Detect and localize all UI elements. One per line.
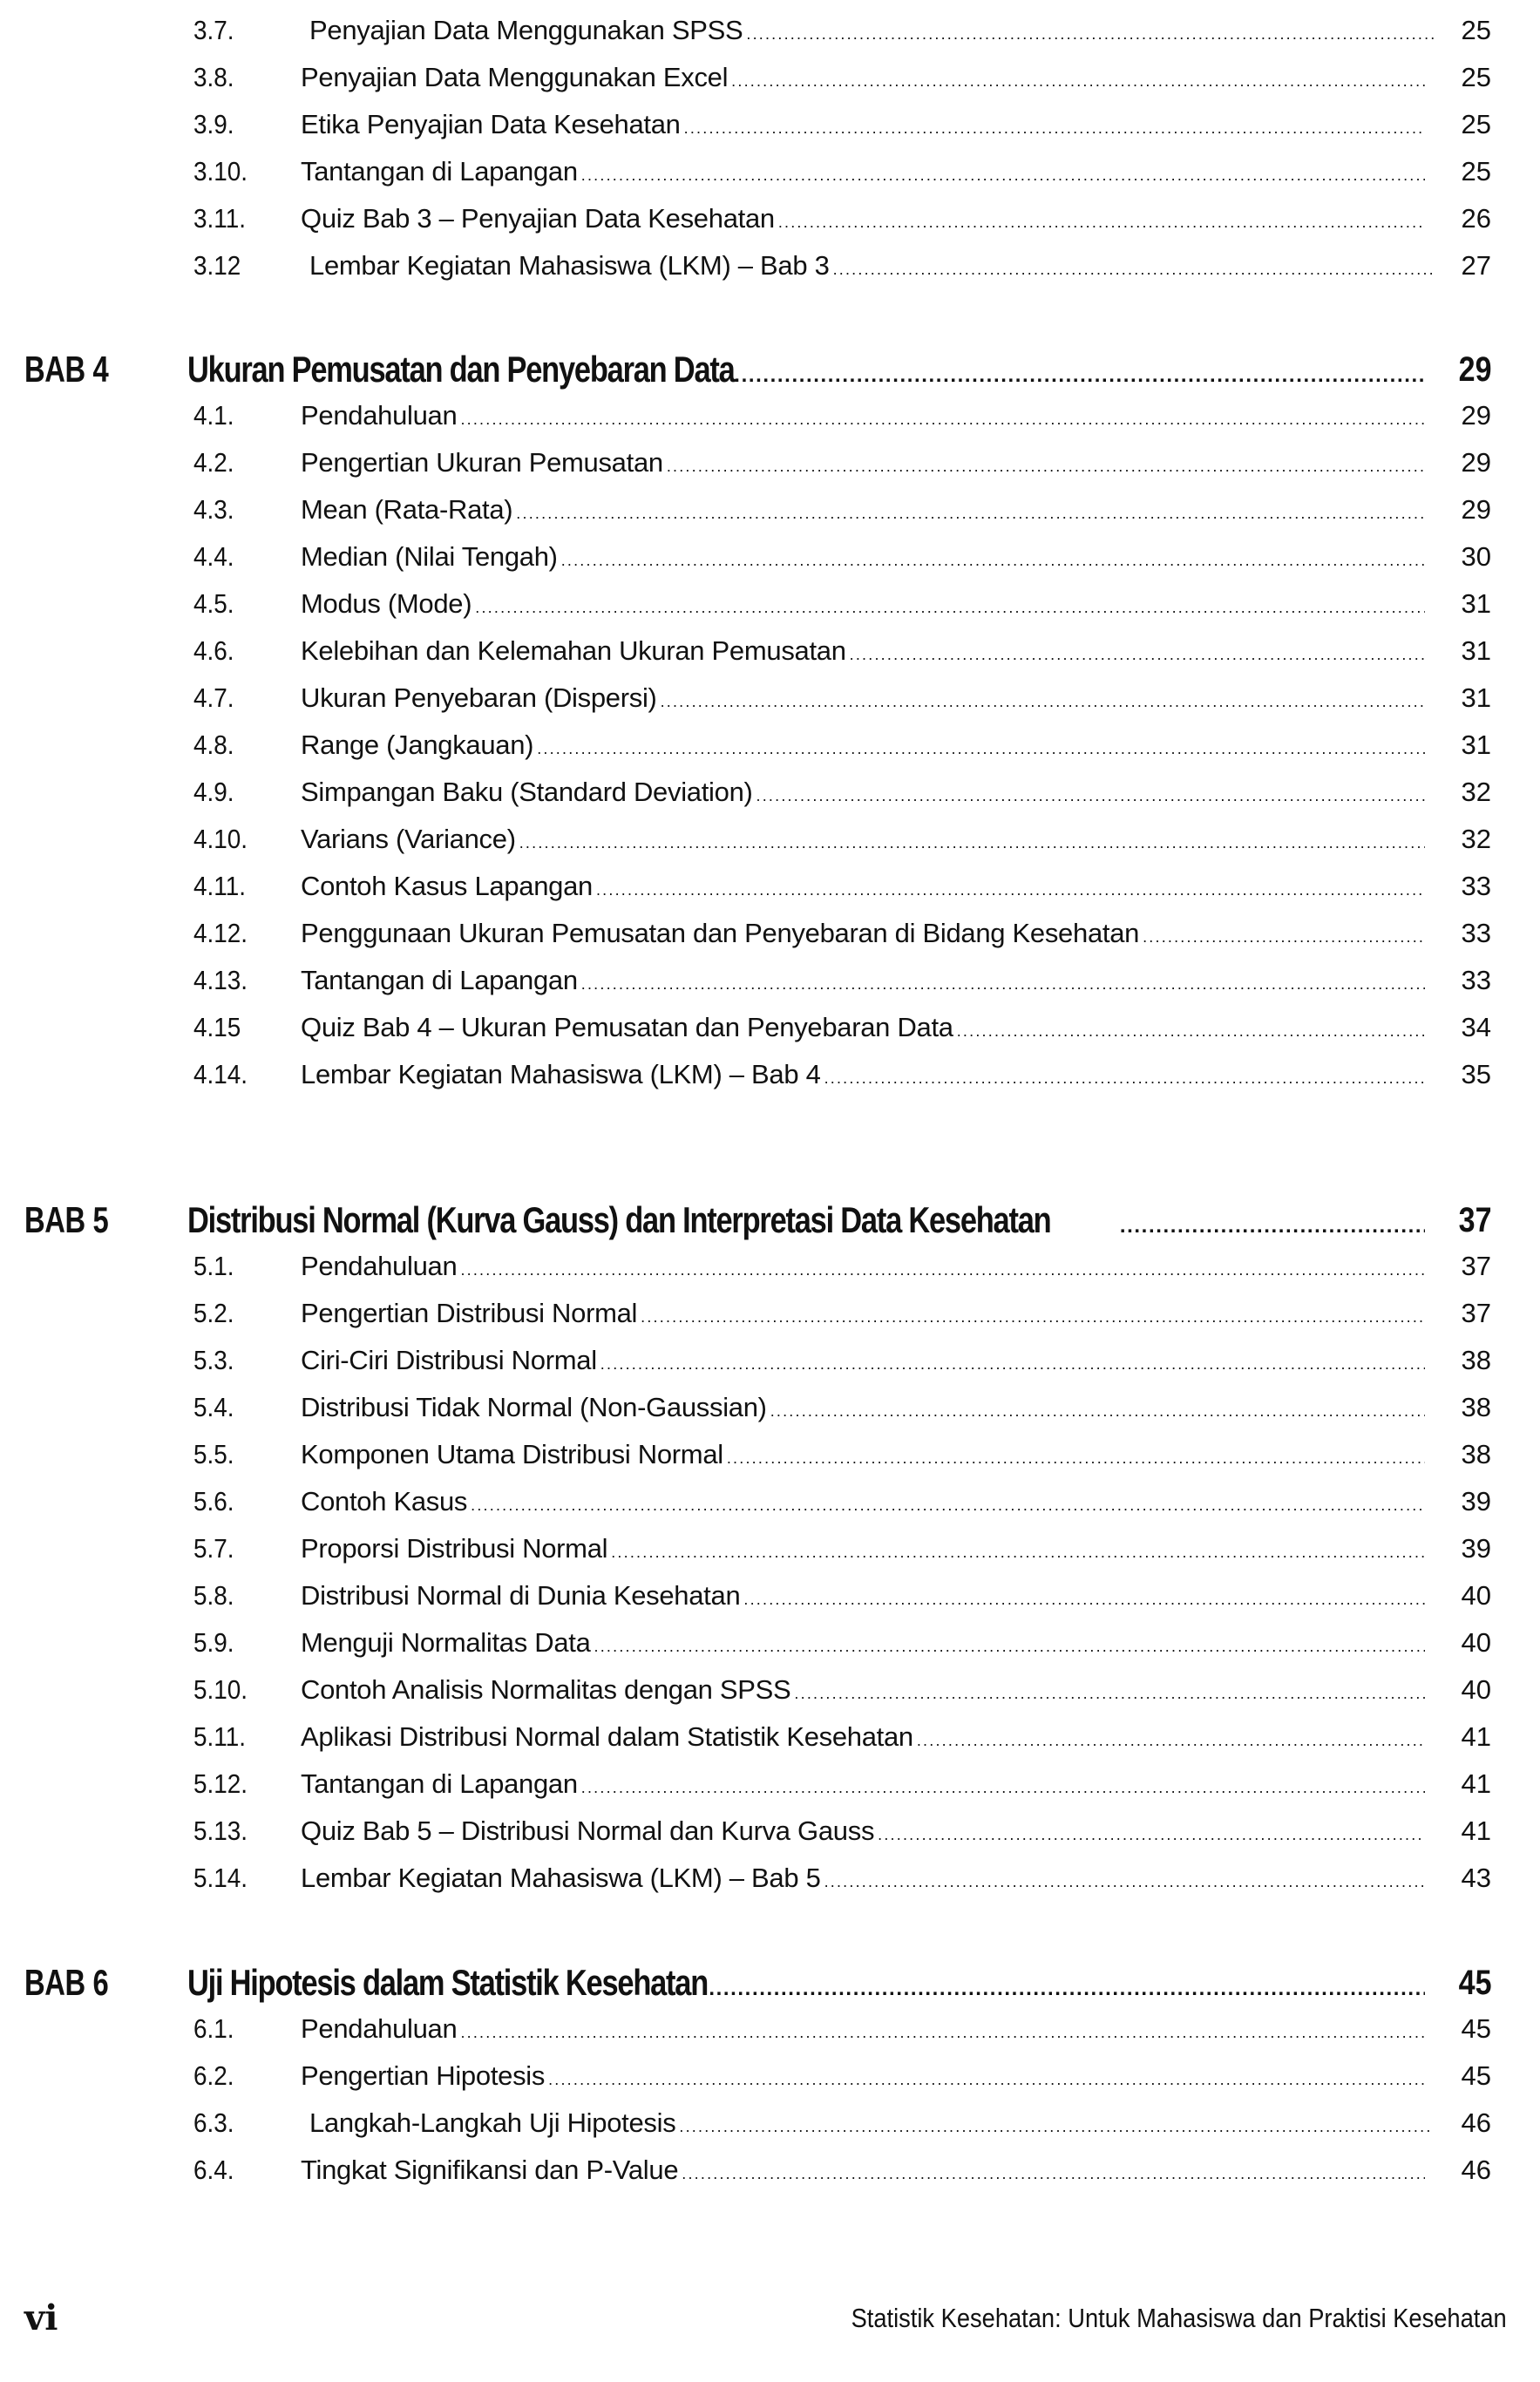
section-number: 4.11. [193,871,246,901]
section-title: Pengertian Hipotesis [301,2060,546,2091]
dot-leader [727,1435,1425,1478]
section-title: Distribusi Normal di Dunia Kesehatan [301,1580,741,1611]
section-page-number: 30 [1461,541,1491,572]
section-page-number: 41 [1461,1721,1491,1752]
section-number: 4.1. [193,400,234,431]
section-leader [301,816,1425,863]
section-title: Tantangan di Lapangan [301,1768,578,1799]
section-leader [301,1808,1425,1855]
section-page-number: 32 [1461,824,1491,854]
section-page-number: 27 [1461,250,1491,281]
toc-entry[interactable] [0,1478,1540,1525]
section-number: 3.9. [193,109,234,139]
section-leader [301,1478,1425,1525]
section-leader [301,195,1425,242]
dot-leader [957,1008,1425,1051]
section-leader [301,1290,1425,1337]
dot-leader [794,1670,1425,1714]
dot-leader [679,2103,1434,2147]
chapter-leader [187,342,1425,397]
dot-leader [878,1811,1425,1855]
dot-leader [581,152,1425,195]
toc-entry[interactable] [0,1431,1540,1478]
section-leader [301,722,1425,769]
dot-leader [682,2150,1425,2194]
toc-entry[interactable] [0,1051,1540,1098]
dot-leader [548,2056,1425,2100]
toc-entry[interactable] [0,392,1540,439]
section-title: Kelebihan dan Kelemahan Ukuran Pemusatan [301,635,846,666]
section-number: 5.9. [193,1627,234,1658]
section-title: Etika Penyajian Data Kesehatan [301,109,681,139]
section-number: 5.14. [193,1863,248,1893]
dot-leader [824,1055,1425,1098]
section-page-number: 25 [1461,15,1491,45]
section-title: Pengertian Distribusi Normal [301,1298,638,1328]
section-number: 4.12. [193,918,248,948]
section-title: Pendahuluan [301,1251,458,1281]
section-title: Pendahuluan [301,400,458,431]
chapter-title: Uji Hipotesis dalam Statistik Kesehatan [187,1962,709,2003]
dot-leader [1120,1198,1425,1248]
toc-entry[interactable] [0,816,1540,863]
section-number: 3.12 [193,250,241,281]
section-leader [301,1431,1425,1478]
section-page-number: 39 [1461,1533,1491,1564]
dot-leader [516,490,1425,533]
section-page-number: 37 [1461,1298,1491,1328]
section-number: 6.1. [193,2013,234,2044]
section-title: Contoh Analisis Normalitas dengan SPSS [301,1674,791,1705]
section-title: Tantangan di Lapangan [301,965,578,995]
section-number: 4.3. [193,494,234,525]
dot-leader [756,772,1425,816]
toc-entry[interactable] [0,195,1540,242]
section-title: Quiz Bab 4 – Ukuran Pemusatan dan Penyebaran Data [301,1012,953,1042]
section-leader [301,1855,1425,1902]
section-title: Langkah-Langkah Uji Hipotesis [309,2107,676,2138]
section-page-number: 38 [1461,1439,1491,1469]
section-page-number: 39 [1461,1486,1491,1517]
section-leader [301,54,1425,101]
section-title: Lembar Kegiatan Mahasiswa (LKM) – Bab 5 [301,1863,821,1893]
section-title: Contoh Kasus [301,1486,468,1517]
section-page-number: 31 [1461,635,1491,666]
toc-entry[interactable] [0,2100,1540,2147]
section-title: Varians (Variance) [301,824,516,854]
section-leader [301,2147,1425,2194]
section-page-number: 46 [1461,2155,1491,2185]
section-title: Quiz Bab 3 – Penyajian Data Kesehatan [301,203,775,234]
section-page-number: 33 [1461,918,1491,948]
section-leader [301,910,1425,957]
chapter-label: BAB 5 [24,1199,109,1240]
dot-leader [537,725,1425,769]
section-leader [301,533,1425,580]
section-page-number: 35 [1461,1059,1491,1089]
dot-leader [778,199,1425,242]
section-page-number: 26 [1461,203,1491,234]
dot-leader [561,537,1425,580]
section-number: 5.11. [193,1721,246,1752]
dot-leader [917,1717,1425,1761]
section-leader [301,1051,1425,1098]
section-number: 4.13. [193,965,248,995]
toc-entry[interactable] [0,148,1540,195]
section-page-number: 40 [1461,1674,1491,1705]
section-number: 5.7. [193,1533,234,1564]
section-page-number: 37 [1461,1251,1491,1281]
toc-entry[interactable] [0,2147,1540,2194]
section-number: 5.8. [193,1580,234,1611]
footer-page-number: vi [24,2297,58,2338]
section-leader [301,863,1425,910]
section-title: Simpangan Baku (Standard Deviation) [301,777,753,807]
section-title: Lembar Kegiatan Mahasiswa (LKM) – Bab 3 [309,250,830,281]
footer-book-title: Statistik Kesehatan: Untuk Mahasiswa dan Praktisi Kesehatan [851,2303,1507,2333]
section-page-number: 46 [1461,2107,1491,2138]
toc-entry[interactable] [0,580,1540,628]
section-leader [301,1572,1425,1619]
section-title: Penyajian Data Menggunakan Excel [301,62,729,92]
toc-entry[interactable] [0,533,1540,580]
section-number: 3.10. [193,156,248,187]
toc-entry[interactable] [0,54,1540,101]
dot-leader [460,2009,1425,2053]
dot-leader [731,58,1425,101]
dot-leader [850,631,1425,675]
section-title: Penyajian Data Menggunakan SPSS [309,15,743,45]
section-leader [301,1714,1425,1761]
section-number: 4.5. [193,588,234,619]
dot-leader [611,1529,1425,1572]
section-page-number: 33 [1461,871,1491,901]
toc-entry[interactable] [0,242,1540,289]
section-title: Ciri-Ciri Distribusi Normal [301,1345,597,1375]
dot-leader [581,1764,1425,1808]
chapter-page-number: 37 [1458,1201,1491,1239]
section-number: 5.12. [193,1768,248,1799]
dot-leader [475,584,1425,628]
section-title: Distribusi Tidak Normal (Non-Gaussian) [301,1392,767,1422]
section-number: 4.9. [193,777,234,807]
dot-leader [734,348,1425,397]
section-leader [301,101,1425,148]
section-number: 3.8. [193,62,234,92]
section-number: 4.4. [193,541,234,572]
toc-entry[interactable] [0,863,1540,910]
section-number: 4.8. [193,730,234,760]
section-number: 5.3. [193,1345,234,1375]
section-number: 5.13. [193,1815,248,1846]
section-number: 5.2. [193,1298,234,1328]
dot-leader [581,960,1425,1004]
section-page-number: 38 [1461,1392,1491,1422]
dot-leader [743,1576,1425,1619]
toc-entry[interactable] [0,439,1540,486]
section-number: 4.14. [193,1059,248,1089]
toc-entry[interactable] [0,628,1540,675]
chapter-heading[interactable] [0,342,1540,397]
section-number: 5.5. [193,1439,234,1469]
section-leader [301,1337,1425,1384]
section-page-number: 43 [1461,1863,1491,1893]
section-number: 4.2. [193,447,234,478]
section-number: 3.11. [193,203,246,234]
toc-entry[interactable] [0,1666,1540,1714]
dot-leader [594,1623,1425,1666]
section-page-number: 29 [1461,447,1491,478]
chapter-leader [187,1192,1425,1248]
chapter-label: BAB 4 [24,349,109,390]
dot-leader [684,105,1425,148]
dot-leader [600,1340,1425,1384]
chapter-label: BAB 6 [24,1962,109,2003]
section-leader [301,1619,1425,1666]
section-number: 6.3. [193,2107,234,2138]
section-title: Lembar Kegiatan Mahasiswa (LKM) – Bab 4 [301,1059,821,1089]
section-leader [301,486,1425,533]
section-page-number: 25 [1461,62,1491,92]
section-leader [301,1666,1425,1714]
toc-entry[interactable] [0,1290,1540,1337]
section-leader [301,439,1425,486]
toc-entry[interactable] [0,1337,1540,1384]
section-number: 6.4. [193,2155,234,2185]
section-title: Quiz Bab 5 – Distribusi Normal dan Kurva Gauss [301,1815,875,1846]
section-page-number: 31 [1461,682,1491,713]
section-number: 4.6. [193,635,234,666]
toc-entry[interactable] [0,910,1540,957]
dot-leader [833,246,1434,289]
section-title: Penggunaan Ukuran Pemusatan dan Penyebaran di Bidang Kesehatan [301,918,1140,948]
section-title: Komponen Utama Distribusi Normal [301,1439,723,1469]
dot-leader [471,1482,1425,1525]
section-title: Modus (Mode) [301,588,472,619]
dot-leader [702,1961,1425,2011]
toc-entry[interactable] [0,486,1540,533]
section-leader [301,580,1425,628]
section-title: Contoh Kasus Lapangan [301,871,593,901]
section-page-number: 31 [1461,588,1491,619]
section-number: 5.4. [193,1392,234,1422]
section-page-number: 38 [1461,1345,1491,1375]
section-title: Median (Nilai Tengah) [301,541,558,572]
section-title: Pendahuluan [301,2013,458,2044]
section-page-number: 41 [1461,1768,1491,1799]
toc-entry[interactable] [0,1572,1540,1619]
dot-leader [641,1293,1425,1337]
toc-entry[interactable] [0,769,1540,816]
section-leader [301,1525,1425,1572]
dot-leader [667,443,1425,486]
section-leader [309,7,1434,54]
chapter-page-number: 45 [1458,1964,1491,2002]
section-title: Proporsi Distribusi Normal [301,1533,608,1564]
section-number: 4.7. [193,682,234,713]
section-title: Menguji Normalitas Data [301,1627,591,1658]
section-page-number: 32 [1461,777,1491,807]
toc-entry[interactable] [0,1525,1540,1572]
section-page-number: 33 [1461,965,1491,995]
section-number: 4.10. [193,824,248,854]
section-number: 5.10. [193,1674,248,1705]
dot-leader [824,1858,1425,1902]
section-leader [301,628,1425,675]
section-number: 4.15 [193,1012,241,1042]
toc-entry[interactable] [0,1714,1540,1761]
chapter-page-number: 29 [1458,350,1491,389]
section-page-number: 40 [1461,1627,1491,1658]
section-page-number: 45 [1461,2060,1491,2091]
toc-entry[interactable] [0,1619,1540,1666]
toc-entry[interactable] [0,2053,1540,2100]
section-leader [301,1004,1425,1051]
section-leader [301,1761,1425,1808]
section-leader [309,2100,1434,2147]
dot-leader [770,1388,1425,1431]
section-page-number: 25 [1461,156,1491,187]
toc-entry[interactable] [0,722,1540,769]
toc-entry[interactable] [0,1384,1540,1431]
toc-entry[interactable] [0,1004,1540,1051]
toc-entry[interactable] [0,1855,1540,1902]
section-number: 3.7. [193,15,234,45]
section-leader [301,1243,1425,1290]
section-title: Tingkat Signifikansi dan P-Value [301,2155,679,2185]
section-leader [301,2053,1425,2100]
section-leader [301,2005,1425,2053]
dot-leader [596,866,1425,910]
section-title: Ukuran Penyebaran (Dispersi) [301,682,657,713]
dot-leader [460,1246,1425,1290]
chapter-title: Ukuran Pemusatan dan Penyebaran Data [187,349,735,390]
dot-leader [746,10,1434,54]
section-title: Mean (Rata-Rata) [301,494,513,525]
toc-entry[interactable] [0,957,1540,1004]
section-title: Aplikasi Distribusi Normal dalam Statistik Kesehatan [301,1721,913,1752]
section-title: Pengertian Ukuran Pemusatan [301,447,663,478]
section-leader [301,1384,1425,1431]
section-page-number: 41 [1461,1815,1491,1846]
section-number: 5.1. [193,1251,234,1281]
section-page-number: 29 [1461,400,1491,431]
toc-entry[interactable] [0,7,1540,54]
section-leader [301,392,1425,439]
dot-leader [460,396,1425,439]
chapter-title: Distribusi Normal (Kurva Gauss) dan Interpretasi Data Kesehatan [187,1199,1051,1240]
section-page-number: 45 [1461,2013,1491,2044]
section-number: 5.6. [193,1486,234,1517]
chapter-heading[interactable] [0,1955,1540,2011]
dot-leader [1143,913,1425,957]
toc-entry[interactable] [0,101,1540,148]
chapter-heading[interactable] [0,1192,1540,1248]
section-page-number: 29 [1461,494,1491,525]
section-page-number: 40 [1461,1580,1491,1611]
section-title: Range (Jangkauan) [301,730,534,760]
section-title: Tantangan di Lapangan [301,156,578,187]
toc-entry[interactable] [0,1243,1540,1290]
toc-entry[interactable] [0,2005,1540,2053]
chapter-leader [187,1955,1425,2011]
section-leader [301,957,1425,1004]
section-leader [301,769,1425,816]
section-number: 6.2. [193,2060,234,2091]
dot-leader [661,678,1425,722]
toc-entry[interactable] [0,675,1540,722]
toc-entry[interactable] [0,1808,1540,1855]
section-leader [309,242,1434,289]
section-page-number: 25 [1461,109,1491,139]
toc-entry[interactable] [0,1761,1540,1808]
section-leader [301,148,1425,195]
section-leader [301,675,1425,722]
dot-leader [519,819,1425,863]
section-page-number: 34 [1461,1012,1491,1042]
section-page-number: 31 [1461,730,1491,760]
